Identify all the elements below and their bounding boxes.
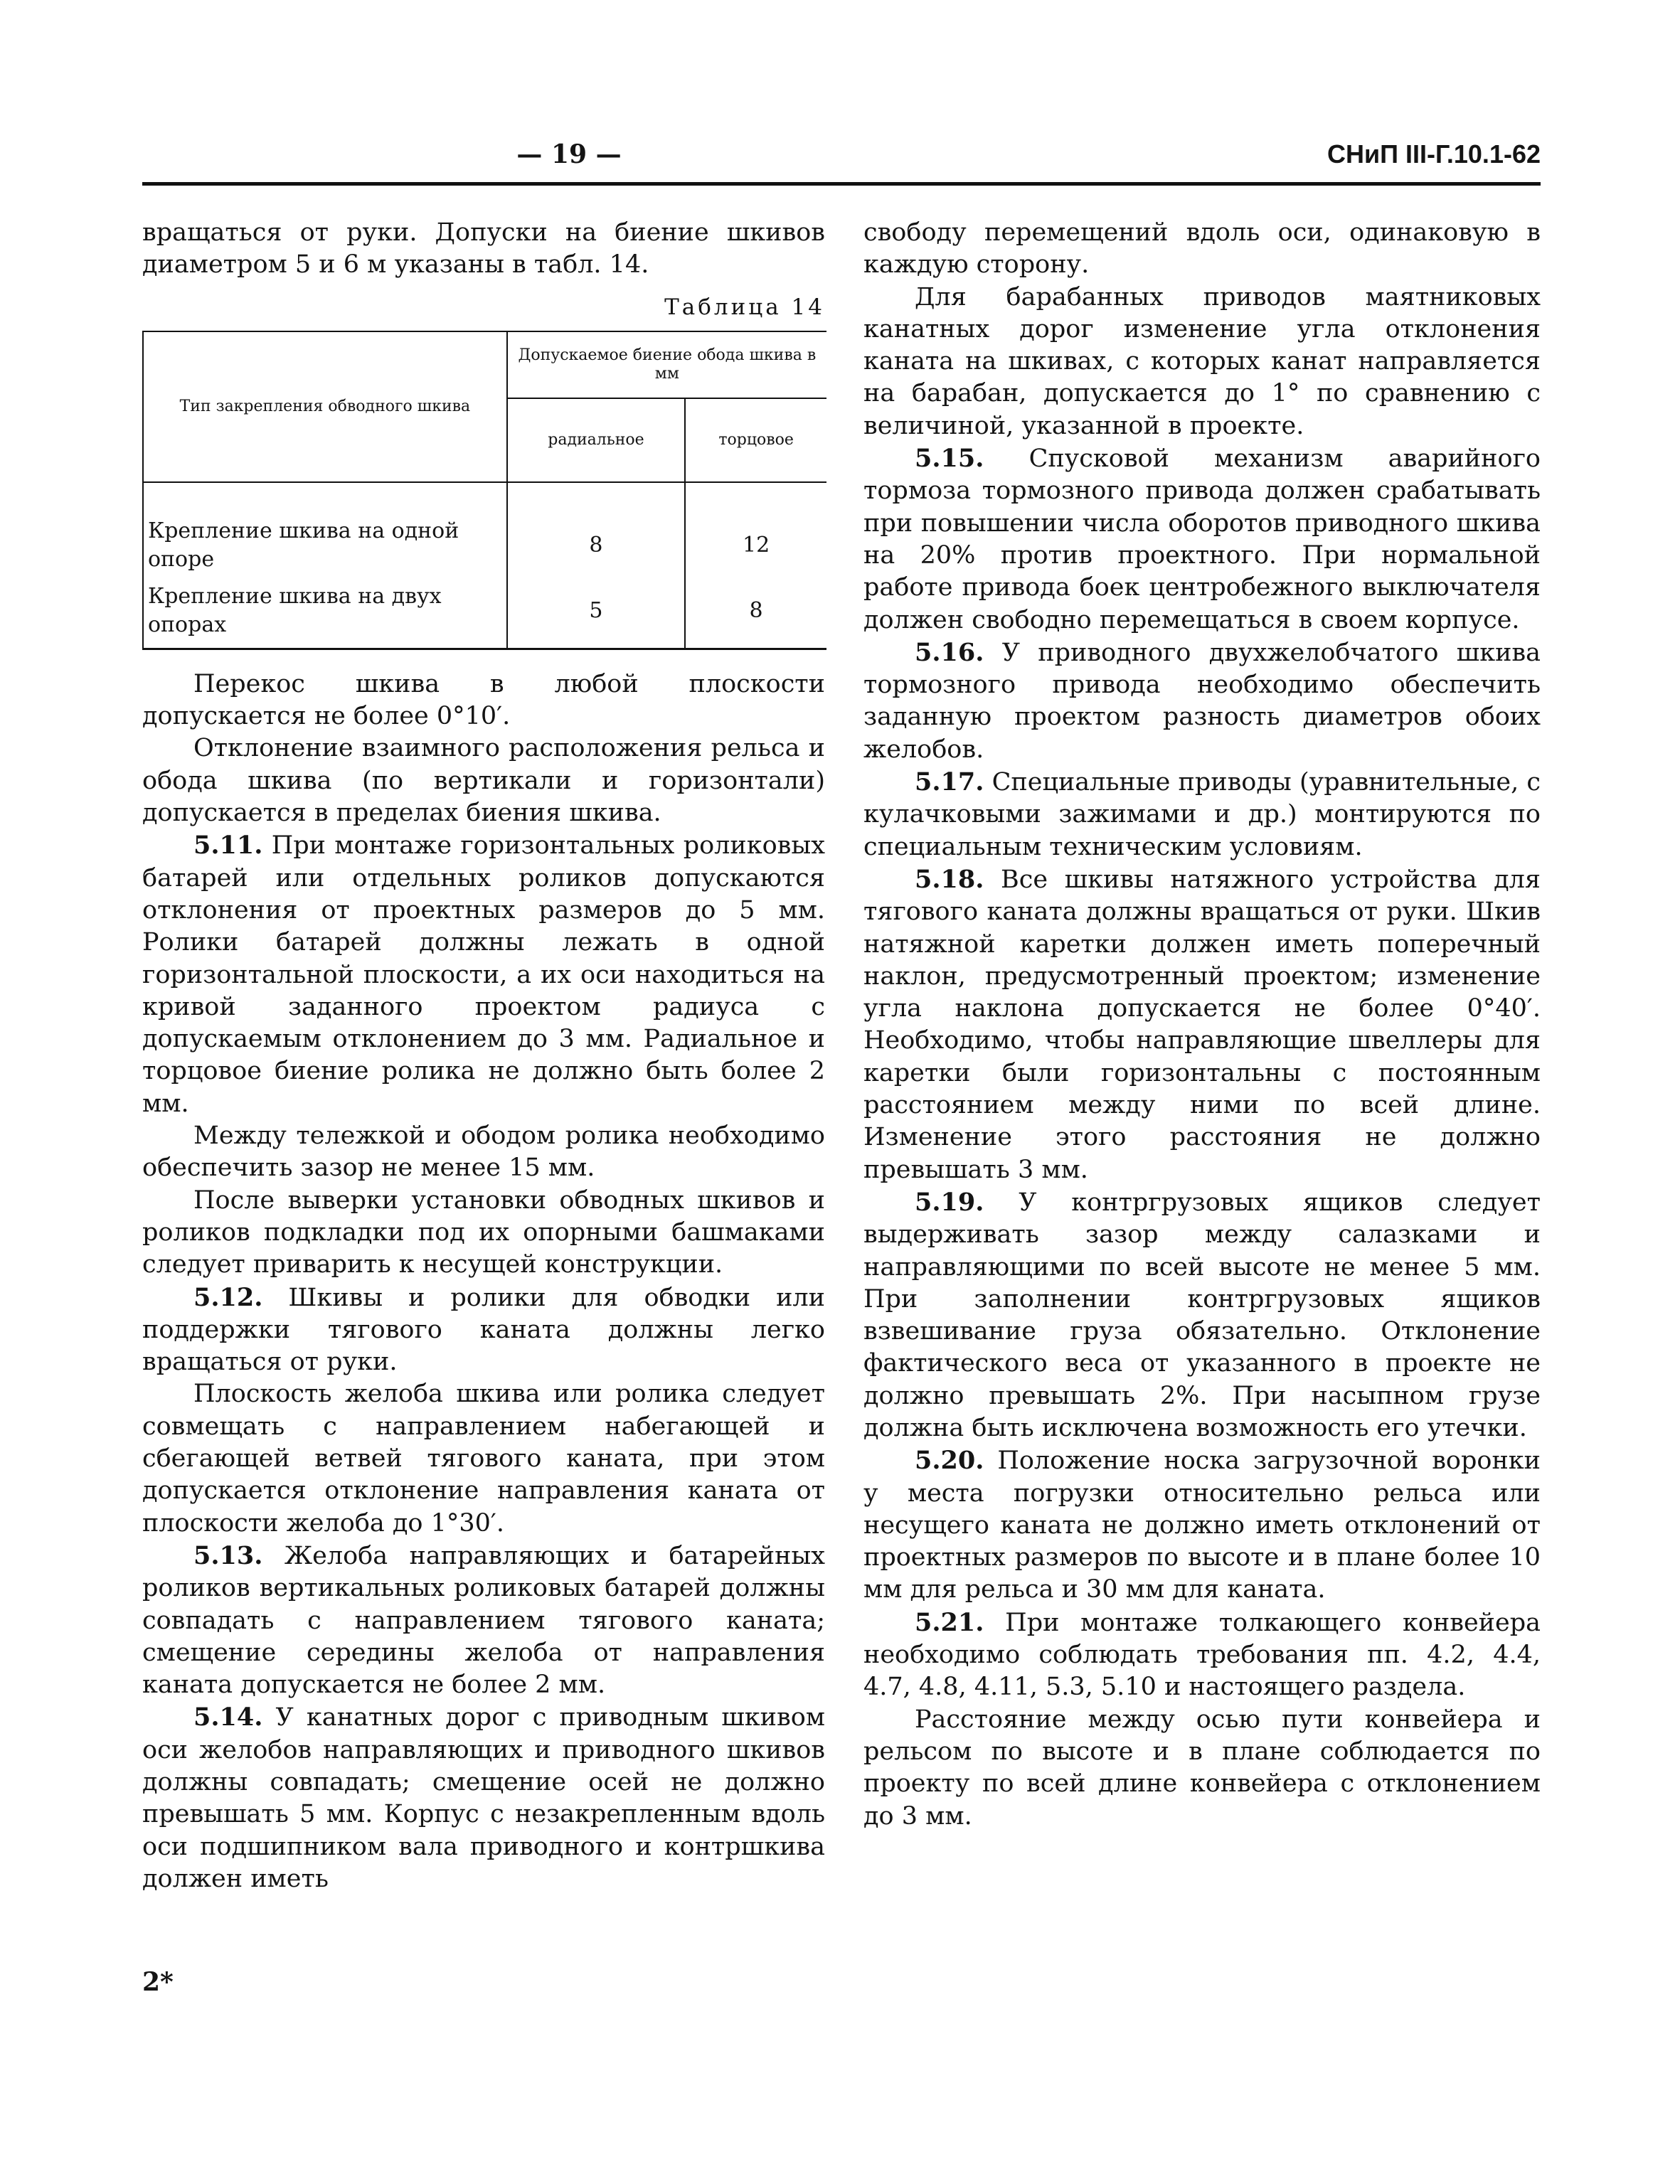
page-number: — 19 — (516, 139, 622, 169)
page-header (142, 139, 1541, 185)
paragraph: Между тележкой и ободом ролика необходимо обеспечить зазор не менее 15 мм. (142, 1122, 825, 1183)
section-number: 5.12. (193, 1282, 263, 1312)
paragraph: 5.19. У контргрузовых ящиков следует выдерживать зазор между салазками и направляющими по всей высоте не менее 5 мм. При заполнении контргрузовых ящиков взвешивание груза обязательно. Отклонение фактического веса от указанного в проекте не должно превышать 2%. При насыпном грузе должна быть исключена возможность его утечки. (863, 1187, 1541, 1442)
section-number: 5.20. (915, 1446, 984, 1476)
paragraph: 5.16. У приводного двухжелобчатого шкива тормозного привода необходимо обеспечить заданную проектом разность диаметров обоих желобов. (863, 637, 1541, 764)
section-number: 5.18. (915, 864, 984, 894)
paragraph: После выверки установки обводных шкивов и роликов подкладки под их опорными башмаками следует приварить к несущей конструкции. (142, 1186, 825, 1279)
paragraph: 5.11. При монтаже горизонтальных роликовых батарей или отдельных роликов допускаются отклонения от проектных размеров до 5 мм. Ролики батарей должны лежать в одной горизонтальной плоскости, а их оси находиться на кривой заданного проектом радиуса с допускаемым отклонением до 3 мм. Радиальное и торцовое биение ролика не должно быть более 2 мм. (142, 831, 825, 1118)
section-number: 5.13. (193, 1540, 263, 1570)
left-column (142, 217, 825, 1895)
table-cell: 12 (743, 532, 770, 558)
signature-mark: 2* (142, 1967, 174, 1997)
paragraph: 5.18. Все шкивы натяжного устройства для тягового каната должны вращаться от руки. Шкив натяжной каретки должен иметь поперечный наклон, предусмотренный проектом; изменение угла наклона допускается не более 0°40′. Необходимо, чтобы направляющие швеллеры для каретки были горизонтальны с постоянным расстоянием между ними по всей длине. Изменение этого расстояния не должно превышать 3 мм. (863, 864, 1541, 1184)
paragraph: 5.12. Шкивы и ролики для обводки или поддержки тягового каната должны легко вращаться от руки. (142, 1282, 825, 1377)
paragraph: Расстояние между осью пути конвейера и рельсом по высоте и в плане соблюдается по проекту по всей длине конвейера с отклонением до 3 мм. (863, 1705, 1541, 1831)
paragraph: Перекос шкива в любой плоскости допускается не более 0°10′. (142, 669, 825, 731)
table-cell: Крепление шкива на двух опорах (143, 582, 507, 649)
section-number: 5.15. (915, 444, 984, 474)
paragraph: 5.20. Положение носка загрузочной воронки у места погрузки относительно рельса или несущего каната не должно иметь отклонений от проектных размеров по высоте и в плане более 10 мм для рельса и 30 мм для каната. (863, 1446, 1541, 1604)
table-row (143, 482, 826, 582)
section-number: 5.14. (193, 1703, 263, 1732)
document-code: СНиП III-Г.10.1-62 (1327, 139, 1541, 169)
paragraph: вращаться от руки. Допуски на биение шкивов диаметром 5 и 6 м указаны в табл. 14. (142, 218, 825, 279)
table-row (143, 582, 826, 649)
section-number: 5.16. (915, 637, 984, 667)
paragraph: Для барабанных приводов маятниковых канатных дорог изменение угла отклонения каната на шкивах, с которых канат направляется на барабан, допускается до 1° по сравнению с величиной, указанной в проекте. (863, 282, 1541, 440)
table-caption: Таблица 14 (664, 294, 825, 320)
paragraph: Отклонение взаимного расположения рельса и обода шкива (по вертикали и горизонтали) допускается в пределах биения шкива. (142, 734, 825, 828)
paragraph: 5.17. Специальные приводы (уравнительные, с кулачковыми зажимами и др.) монтируются по специальным техническим условиям. (863, 767, 1541, 861)
table-cell: Крепление шкива на одной опоре (143, 482, 507, 582)
table-header-runout: Допускаемое биение обода шкива в мм (507, 331, 826, 398)
paragraph: 5.13. Желоба направляющих и батарейных роликов вертикальных роликовых батарей должны совпадать с направлением тягового каната; смещение середины желоба от направления каната допускается не более 2 мм. (142, 1540, 825, 1700)
section-number: 5.17. (915, 767, 984, 797)
table-cell: 8 (507, 482, 686, 582)
paragraph: 5.14. У канатных дорог с приводным шкивом оси желобов направляющих и приводного шкивов должны совпадать; смещение осей не должно превышать 5 мм. Корпус с незакрепленным вдоль оси подшипником вала приводного и контршкива должен иметь (142, 1703, 825, 1893)
paragraph: 5.15. Спусковой механизм аварийного тормоза тормозного привода должен срабатывать при повышении числа оборотов приводного шкива на 20% против проектного. При нормальной работе привода боек центробежного выключателя должен свободно перемещаться в своем корпусе. (863, 444, 1541, 634)
section-number: 5.19. (915, 1187, 984, 1217)
paragraph: 5.21. При монтаже толкающего конвейера необходимо соблюдать требования пп. 4.2, 4.4, 4.7, 4.8, 4.11, 5.3, 5.10 и настоящего раздела. (863, 1607, 1541, 1702)
table-14 (142, 331, 826, 650)
table-header-radial: радиальное (507, 398, 686, 482)
section-number: 5.11. (193, 831, 263, 861)
section-number: 5.21. (915, 1607, 984, 1637)
table-cell: 8 (749, 597, 763, 623)
table-header-face: торцовое (718, 430, 794, 449)
right-column (863, 217, 1541, 1833)
paragraph: свободу перемещений вдоль оси, одинаковую в каждую сторону. (863, 218, 1541, 279)
paragraph: Плоскость желоба шкива или ролика следует совмещать с направлением набегающей и сбегающей ветвей тягового каната, при этом допускается отклонение направления каната от плоскости желоба до 1°30′. (142, 1380, 825, 1538)
table-header-type: Тип закрепления обводного шкива (143, 331, 507, 482)
header-rule (142, 182, 1541, 186)
table-cell: 5 (507, 582, 686, 649)
